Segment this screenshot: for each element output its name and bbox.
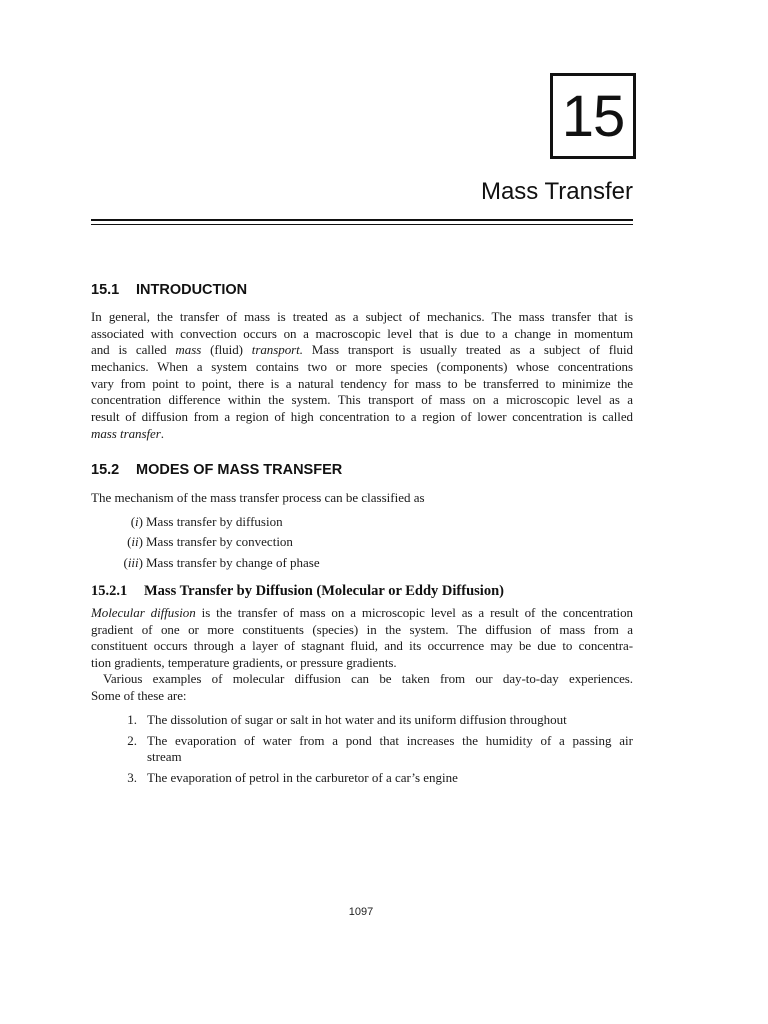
section-number: 15.1 bbox=[91, 282, 120, 298]
text-line: constituent occurs through a layer of stagnant fluid, and its occurrence may be due to concentra- bbox=[91, 638, 633, 654]
section-heading-introduction bbox=[91, 282, 247, 298]
text-line: Some of these are: bbox=[91, 687, 187, 703]
text-line: mechanics. When a system contains two or more species (components) whose concentrations bbox=[91, 359, 633, 375]
list-item: 1. The dissolution of sugar or salt in hot water and its uniform diffusion throughout bbox=[127, 712, 567, 727]
text-line: mass transfer. bbox=[91, 425, 164, 441]
list-item: (i) Mass transfer by diffusion bbox=[130, 514, 283, 529]
section-title: MODES OF MASS TRANSFER bbox=[136, 462, 343, 478]
text-line: concentration difference within the system. This transport of mass on a microscopic level as a bbox=[91, 392, 633, 408]
text-line: associated with convection occurs on a macroscopic level that is due to a change in momentum bbox=[91, 325, 633, 341]
chapter-number-box bbox=[550, 73, 636, 159]
list-item: 2. The evaporation of water from a pond that increases the humidity of a passing air stream bbox=[127, 732, 633, 765]
examples-list bbox=[91, 712, 633, 791]
text-line: Molecular diffusion is the transfer of mass on a microscopic level as a result of the concentration bbox=[91, 605, 633, 620]
text-line: gradient of one or more constituents (species) in the system. The diffusion of mass from a bbox=[91, 621, 633, 637]
subsection-title: Mass Transfer by Diffusion (Molecular or Eddy Diffusion) bbox=[144, 583, 504, 599]
text-line: tion gradients, temperature gradients, or pressure gradients. bbox=[91, 655, 397, 671]
list-item: 3. The evaporation of petrol in the carburetor of a car’s engine bbox=[127, 770, 458, 786]
list-item: (ii) Mass transfer by convection bbox=[127, 534, 293, 550]
chapter-number: 15 bbox=[561, 83, 625, 149]
text-line: result of diffusion from a region of high concentration to a region of lower concentration is called bbox=[91, 409, 633, 425]
modes-list bbox=[91, 514, 633, 575]
modes-intro: The mechanism of the mass transfer process can be classified as bbox=[91, 490, 425, 505]
title-rule-thin bbox=[91, 224, 633, 225]
diffusion-paragraph-1 bbox=[91, 605, 633, 672]
text-line: vary from point to point, there is a natural tendency for mass to be transferred to minimize the bbox=[91, 375, 633, 391]
page-number: 1097 bbox=[348, 906, 374, 918]
subsection-heading-diffusion bbox=[91, 583, 504, 600]
text-line: In general, the transfer of mass is treated as a subject of mechanics. The mass transfer that is bbox=[91, 309, 633, 324]
text-line: and is called mass (fluid) transport. Mass transport is usually treated as a subject of fluid bbox=[91, 342, 633, 358]
section-title: INTRODUCTION bbox=[136, 282, 248, 298]
title-rule-thick bbox=[91, 219, 633, 221]
list-item: (iii) Mass transfer by change of phase bbox=[123, 554, 320, 570]
section-number: 15.2 bbox=[91, 462, 120, 478]
chapter-title: Mass Transfer bbox=[480, 178, 633, 205]
section-heading-modes bbox=[91, 462, 342, 478]
introduction-paragraph bbox=[91, 309, 633, 443]
text-line: Various examples of molecular diffusion can be taken from our day-to-day experiences. bbox=[103, 671, 633, 686]
subsection-number: 15.2.1 bbox=[91, 583, 128, 599]
diffusion-paragraph-2 bbox=[91, 671, 633, 704]
